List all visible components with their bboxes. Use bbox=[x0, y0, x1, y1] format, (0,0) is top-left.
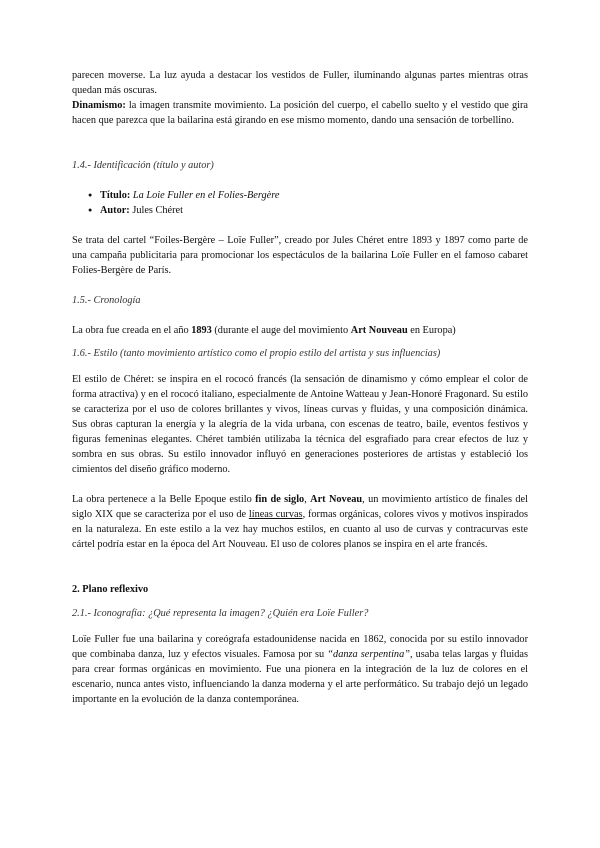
autor-label: Autor: bbox=[100, 205, 130, 216]
p2-text-b: , bbox=[304, 494, 311, 505]
list-item-autor bbox=[72, 203, 528, 218]
p2-text-c: , un movimiento artístico de finales del siglo XIX que se caracteriza por el uso de bbox=[72, 494, 528, 520]
section-1-6-paragraph-2 bbox=[72, 492, 528, 552]
dinamismo-text: la imagen transmite movimiento. La posición del cuerpo, el cabello suelto y el vestido que gira hacen que parezca que la bailarina está girando en ese mismo momento, dando una sensación de torbellino. bbox=[72, 100, 528, 126]
p2-art-noveau: Art Noveau bbox=[310, 494, 363, 505]
s2-text-a: Loïe Fuller fue una bailarina y coreógrafa estadounidense nacida en 1862, conocida por su estilo innovador que combinaba danza, luz y efectos visuales. Famosa por su bbox=[72, 634, 528, 660]
cronologia-text-2: (durante el auge del movimiento bbox=[211, 325, 351, 336]
s2-danza-serpentina: “danza serpentina” bbox=[327, 649, 410, 660]
titulo-value: La Loie Fuller en el Folies-Bergère bbox=[132, 190, 280, 201]
section-1-5-heading: 1.5.- Cronología bbox=[72, 295, 141, 306]
document-page bbox=[72, 68, 528, 707]
p2-lineas-curvas: líneas curvas bbox=[248, 509, 303, 520]
autor-value: Jules Chéret bbox=[129, 205, 183, 216]
section-1-4-body: Se trata del cartel “Foiles-Bergère – Loïe Fuller”, creado por Jules Chéret entre 1893 y 1897 como parte de una campaña publicitaria para promocionar los espectáculos de la bailarina Loïe Fuller en el famoso cabaret Folies-Bergère de París. bbox=[72, 235, 528, 276]
titulo-label: Título: bbox=[100, 190, 131, 201]
list-item-titulo bbox=[72, 188, 528, 203]
section-1-6-heading: 1.6.- Estilo (tanto movimiento artístico como el propio estilo del artista y sus influencias) bbox=[72, 348, 441, 359]
p2-text-a: La obra pertenece a la Belle Epoque estilo bbox=[72, 494, 256, 505]
section-2-1-heading: 2.1.- Iconografía: ¿Qué representa la imagen? ¿Quién era Loïe Fuller? bbox=[72, 608, 369, 619]
cronologia-paragraph bbox=[72, 323, 528, 338]
cronologia-movement: Art Nouveau bbox=[350, 325, 408, 336]
section-1-4-heading: 1.4.- Identificación (título y autor) bbox=[72, 160, 214, 171]
intro-paragraph: parecen moverse. La luz ayuda a destacar los vestidos de Fuller, iluminando algunas partes mientras otras quedan más oscuras. bbox=[72, 70, 528, 96]
cronologia-text-3: en Europa) bbox=[407, 325, 456, 336]
p2-text-d: , formas orgánicas, colores vivos y motivos inspirados en la naturaleza. En este estilo a la vez hay muchos estilos, en cuanto al uso de curvas y contracurvas este cártel podría estar en la época del Art Nouveau. El uso de colores planos se inspira en el arte francés. bbox=[72, 509, 528, 550]
identification-list bbox=[72, 188, 528, 218]
s2-text-b: , usaba telas largas y fluidas para crear formas orgánicas en movimiento. Fue una pionera en la integración de la luz de colores en el escenario, nunca antes visto, influenciando la danza moderna y el arte performático. Su trabajo dejó un legado importante en la evolución de la danza contemporánea. bbox=[72, 649, 528, 705]
cronologia-year: 1893 bbox=[191, 325, 212, 336]
section-1-6-paragraph-1: El estilo de Chéret: se inspira en el rococó francés (la sensación de dinamismo y cómo emplear el color de forma atractiva) y en el rococó italiano, especialmente de Antoine Watteau y Jean-Honoré Fragonard. Su estilo se caracteriza por el uso de colores brillantes y vivos, líneas curvas y fluidas, y una composición dinámica. Sus obras capturan la energía y la alegría de la vida urbana, con escenas de teatro, baile, eventos festivos y figuras femeninas elegantes. Chéret también utilizaba la técnica del esgrafiado para crear efectos de luz y sombra en sus obras. Su estilo innovador influyó en generaciones posteriores de artistas y estableció los cimientos del diseño gráfico moderno. bbox=[72, 374, 528, 475]
dinamismo-paragraph bbox=[72, 98, 528, 128]
dinamismo-label: Dinamismo: bbox=[72, 100, 126, 111]
p2-fin-de-siglo: fin de siglo bbox=[255, 494, 305, 505]
cronologia-text-1: La obra fue creada en el año bbox=[72, 325, 192, 336]
section-2-heading: 2. Plano reflexivo bbox=[72, 584, 149, 595]
section-2-1-paragraph bbox=[72, 632, 528, 707]
